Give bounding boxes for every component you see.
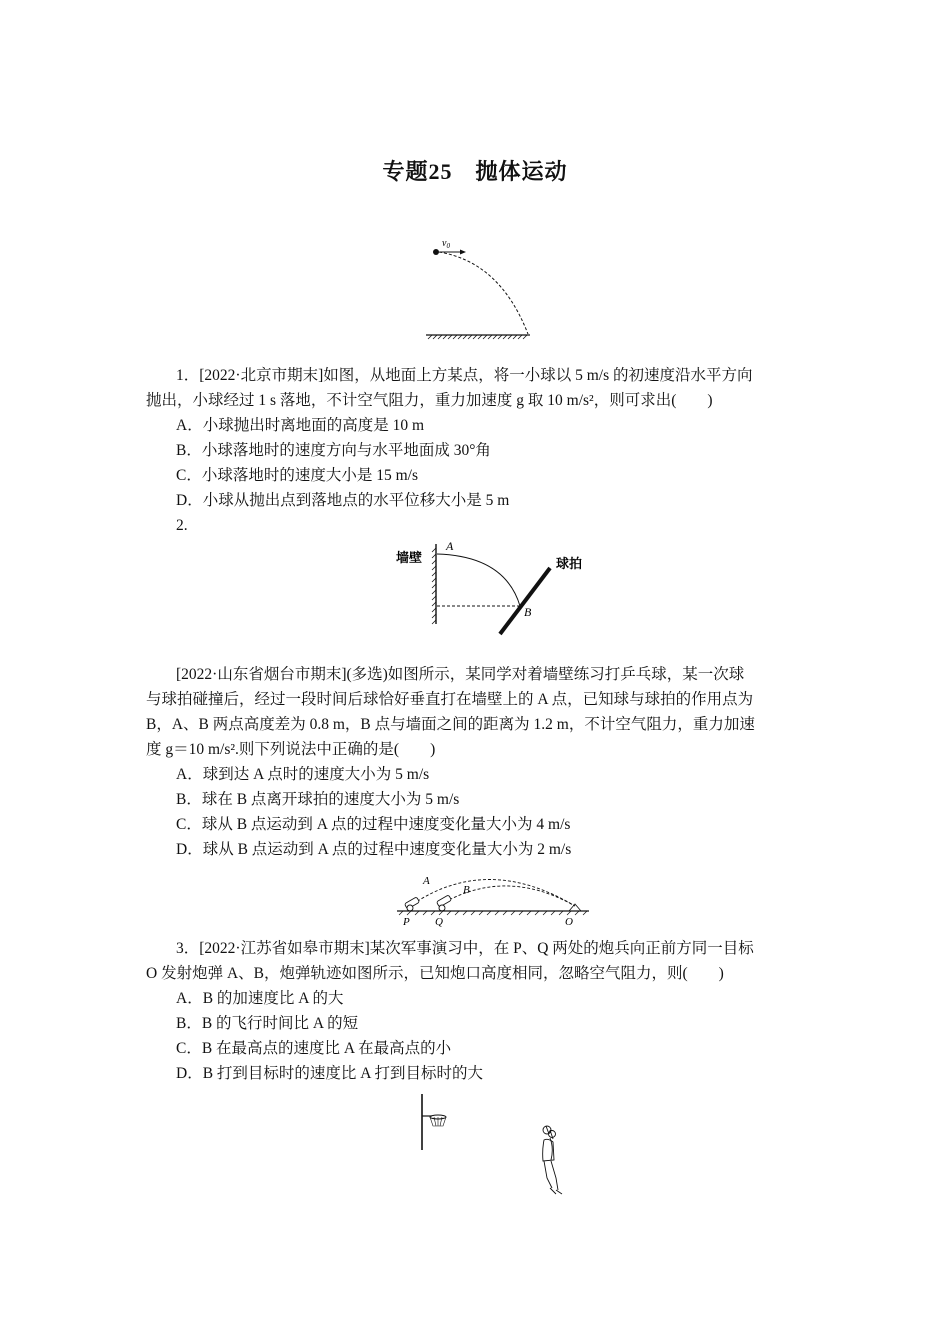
q2-line-3: B，A、B 两点高度差为 0.8 m，B 点与墙面之间的距离为 1.2 m，不计空气阻力，重力加速: [146, 716, 755, 733]
point-p-label: P: [403, 916, 410, 928]
point-a-label: A: [446, 539, 454, 553]
q3-option-c: C．B 在最高点的速度比 A 在最高点的小: [176, 1040, 452, 1057]
page-title: 专题25 抛体运动: [382, 159, 568, 184]
cannon-p: [404, 897, 419, 911]
q3-line-2: O 发射炮弹 A、B，炮弹轨迹如图所示，已知炮口高度相同，忽略空气阻力，则( ): [146, 965, 724, 982]
q2-option-b: B．球在 B 点离开球拍的速度大小为 5 m/s: [176, 791, 460, 808]
point-b-label: B: [524, 605, 532, 619]
cannon-q: [436, 895, 451, 911]
point-o-label: O: [565, 916, 573, 928]
q1-option-a: A．小球抛出时离地面的高度是 10 m: [176, 417, 425, 434]
q2-line-1: [2022·山东省烟台市期末](多选)如图所示，某同学对着墙壁练习打乒乓球，某一次球: [176, 666, 745, 683]
q1-line-2: 抛出，小球经过 1 s 落地，不计空气阻力，重力加速度 g 取 10 m/s²，则可求出( ): [146, 392, 713, 409]
ball: [433, 249, 439, 255]
wall-label: 墙壁: [396, 551, 423, 566]
q3-option-a: A．B 的加速度比 A 的大: [176, 990, 344, 1007]
racket-label: 球拍: [556, 557, 583, 572]
wall-racket-figure: [390, 536, 600, 640]
racket: [500, 568, 550, 634]
q1-option-b: B．小球落地时的速度方向与水平地面成 30°角: [176, 442, 491, 459]
q2-number: 2.: [176, 517, 188, 534]
ground-hatching: [428, 335, 527, 339]
ball-trajectory: [437, 554, 520, 606]
basketball-figure: [410, 1090, 580, 1204]
trajectory: [439, 252, 528, 334]
shell-b-label: B: [463, 884, 470, 896]
q1-option-d: D．小球从抛出点到落地点的水平位移大小是 5 m: [176, 492, 510, 509]
player: [543, 1126, 562, 1194]
q2-line-4: 度 g＝10 m/s².则下列说法中正确的是( ): [146, 741, 436, 758]
q1-line-1: 1．[2022·北京市期末]如图，从地面上方某点，将一小球以 5 m/s 的初速度沿水平方向: [176, 367, 753, 384]
q1-option-c: C．小球落地时的速度大小是 15 m/s: [176, 467, 418, 484]
q2-option-d: D．球从 B 点运动到 A 点的过程中速度变化量大小为 2 m/s: [176, 841, 572, 858]
velocity-label: $v_0$: [442, 238, 450, 250]
projectile-figure: [420, 230, 540, 342]
velocity-arrowhead: [460, 250, 466, 255]
target-o-marker: [569, 904, 581, 911]
q3-option-d: D．B 打到目标时的速度比 A 打到目标时的大: [176, 1065, 483, 1082]
shell-a-label: A: [423, 875, 430, 887]
q2-line-2: 与球拍碰撞后，经过一段时间后球恰好垂直打在墙壁上的 A 点，已知球与球拍的作用点为: [146, 691, 754, 708]
q2-option-a: A．球到达 A 点时的速度大小为 5 m/s: [176, 766, 430, 783]
point-q-label: Q: [435, 916, 443, 928]
q3-line-1: 3．[2022·江苏省如皋市期末]某次军事演习中，在 P、Q 两处的炮兵向正前方同一目标: [176, 940, 754, 957]
artillery-figure: [393, 866, 593, 928]
q3-option-b: B．B 的飞行时间比 A 的短: [176, 1015, 359, 1032]
q2-option-c: C．球从 B 点运动到 A 点的过程中速度变化量大小为 4 m/s: [176, 816, 571, 833]
